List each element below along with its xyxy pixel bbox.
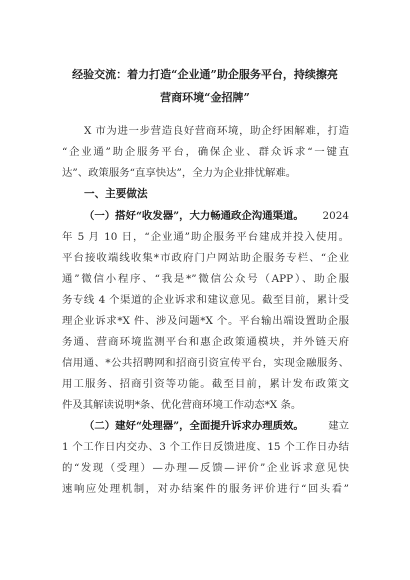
- intro-line-2: “企业通”助企服务平台，确保企业、群众诉求“一键直: [62, 146, 349, 158]
- sub1-first-line: [84, 210, 349, 223]
- sub2-line-1: 1 个工作日内交办、3 个工作日反馈进度、15 个工作日办结: [62, 441, 349, 453]
- sub2-line-3: 速响应处理机制，对办结案件的服务评价进行“回头看”: [62, 483, 349, 495]
- sub1-line-1: 年 5 月 10 日，“企业通”助企服务平台建成并投入使用。: [62, 231, 349, 243]
- sub1-line-7: 信用通、*公共招聘网和招商引资宣传平台，实现金融服务、: [62, 357, 349, 369]
- sub1-line-3: 通”微信小程序、“我是*”微信公众号（APP）、助企服: [62, 273, 349, 285]
- sub2-line-2: 的“发现（受理）—办理—反馈—评价”企业诉求意见快: [62, 462, 349, 474]
- sub2-heading: （二）建好“处理器”，全面提升诉求办理质效。: [84, 420, 304, 432]
- document-title-line-1: 经验交流：着力打造“企业通”助企服务平台，持续擦亮: [72, 68, 338, 81]
- intro-line-3: 达”、政策服务“直享快达”，全力为企业排忧解难。: [62, 167, 297, 179]
- sub1-line-4: 务专线 4 个渠道的企业诉求和建议意见。截至目前，累计受: [62, 294, 349, 306]
- section-heading-main-practices: 一、主要做法: [84, 188, 148, 200]
- sub1-first-tail: 2024: [322, 210, 349, 222]
- sub1-line-6: 务通、营商环境监测平台和惠企政策通模块，并外链天府: [62, 336, 349, 348]
- sub2-first-tail: 建立: [328, 420, 349, 432]
- sub1-line-2: 平台接收端线收集*市政府门户网站助企服务专栏、“企业: [62, 252, 349, 264]
- sub1-line-5: 理企业诉求*X 件、涉及问题*X 个。平台输出端设置助企服: [62, 315, 349, 327]
- sub1-line-9: 件及其解读说明*条、优化营商环境工作动态*X 条。: [62, 399, 302, 411]
- intro-line-1: X 市为进一步营造良好营商环境，助企纾困解难，打造: [84, 125, 349, 137]
- sub1-heading: （一）搭好“收发器”，大力畅通政企沟通渠道。: [84, 210, 304, 222]
- sub1-line-8: 用工服务、招商引资等功能。截至目前，累计发布政策文: [62, 378, 349, 390]
- document-title-line-2: 营商环境“金招牌”: [160, 91, 250, 104]
- sub2-first-line: [84, 420, 349, 433]
